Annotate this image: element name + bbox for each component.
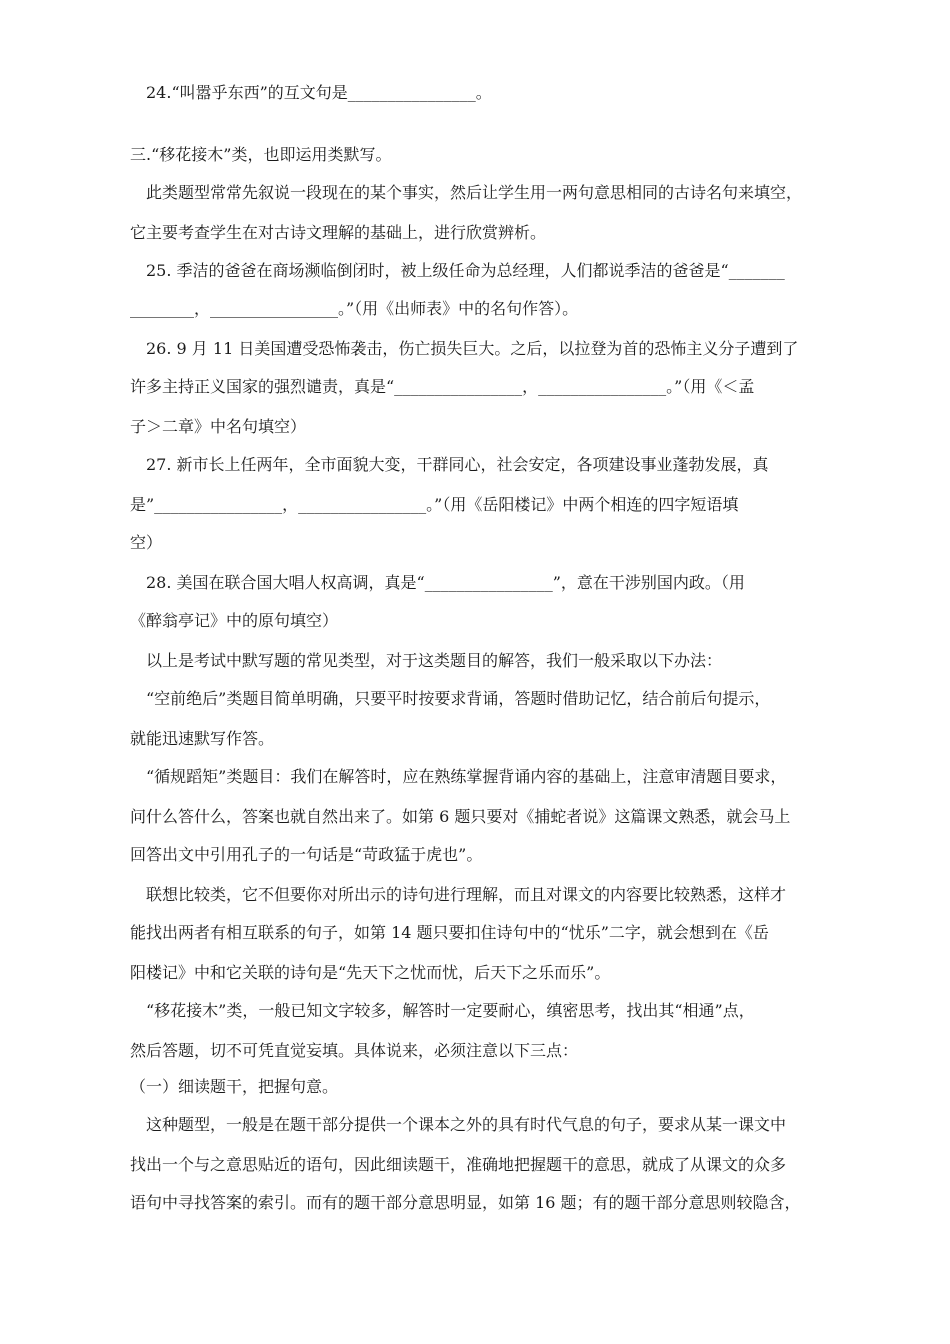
paragraph-line: “移花接木”类，一般已知文字较多，解答时一定要耐心，缜密思考，找出其“相通”点， [146,1001,755,1020]
paragraph-line: 此类题型常常先叙说一段现在的某个事实，然后让学生用一两句意思相同的古诗名句来填空， [146,183,803,202]
paragraph-line: 这种题型，一般是在题干部分提供一个课本之外的具有时代气息的句子，要求从某一课文中 [146,1115,787,1134]
paragraph-line: 能找出两者有相互联系的句子，如第 14 题只要扣住诗句中的“忧乐”二字，就会想到在《岳 [130,923,769,942]
question-27-cont: 空） [130,533,163,552]
paragraph-line: 然后答题，切不可凭直觉妄填。具体说来，必须注意以下三点： [130,1041,579,1060]
question-26: 26. 9 月 11 日美国遭受恐怖袭击，伤亡损失巨大。之后，以拉登为首的恐怖主义分子遭到了 [146,339,799,358]
question-26-cont: 许多主持正义国家的强烈谴责，真是“________________，________________。”（用《＜孟 [130,377,755,396]
question-24: 24.“叫嚣乎东西”的互文句是________________。 [146,83,492,102]
question-25: 25. 季洁的爸爸在商场濒临倒闭时，被上级任命为总经理，人们都说季洁的爸爸是“_______ [146,261,785,280]
question-28: 28. 美国在联合国大唱人权高调，真是“________________”，意在干涉别国内政。（用 [146,573,745,592]
paragraph-line: 语句中寻找答案的索引。而有的题干部分意思明显，如第 16 题；有的题干部分意思则较隐含， [130,1193,801,1212]
question-27-cont: 是”________________，________________。”（用《岳阳楼记》中两个相连的四字短语填 [130,495,739,514]
paragraph-line: 回答出文中引用孔子的一句话是“苛政猛于虎也”。 [130,845,483,864]
paragraph-line: 就能迅速默写作答。 [130,729,275,748]
paragraph-line: 联想比较类，它不但要你对所出示的诗句进行理解，而且对课文的内容要比较熟悉，这样才 [146,885,787,904]
paragraph-line: “循规蹈矩”类题目：我们在解答时，应在熟练掌握背诵内容的基础上，注意审清题目要求， [146,767,787,786]
question-25-cont: ________，________________。”（用《出师表》中的名句作答）。 [130,299,579,318]
paragraph-line: 它主要考查学生在对古诗文理解的基础上，进行欣赏辨析。 [130,223,547,242]
section-heading-3: 三.“移花接木”类，也即运用类默写。 [130,145,392,164]
paragraph-line: 找出一个与之意思贴近的语句，因此细读题干，准确地把握题干的意思，就成了从课文的众多 [130,1155,787,1174]
paragraph-line: “空前绝后”类题目简单明确，只要平时按要求背诵，答题时借助记忆，结合前后句提示， [146,689,771,708]
paragraph-line: 问什么答什么，答案也就自然出来了。如第 6 题只要对《捕蛇者说》这篇课文熟悉，就会马上 [130,807,791,826]
paragraph-line: 阳楼记》中和它关联的诗句是“先天下之忧而忧，后天下之乐而乐”。 [130,963,611,982]
question-27: 27. 新市长上任两年，全市面貌大变，干群同心，社会安定，各项建设事业蓬勃发展，真 [146,455,769,474]
subheading: （一）细读题干，把握句意。 [130,1077,339,1096]
question-26-cont: 子＞二章》中名句填空） [130,417,307,436]
paragraph-line: 以上是考试中默写题的常见类型，对于这类题目的解答，我们一般采取以下办法： [146,651,723,670]
question-28-cont: 《醉翁亭记》中的原句填空） [130,611,339,630]
